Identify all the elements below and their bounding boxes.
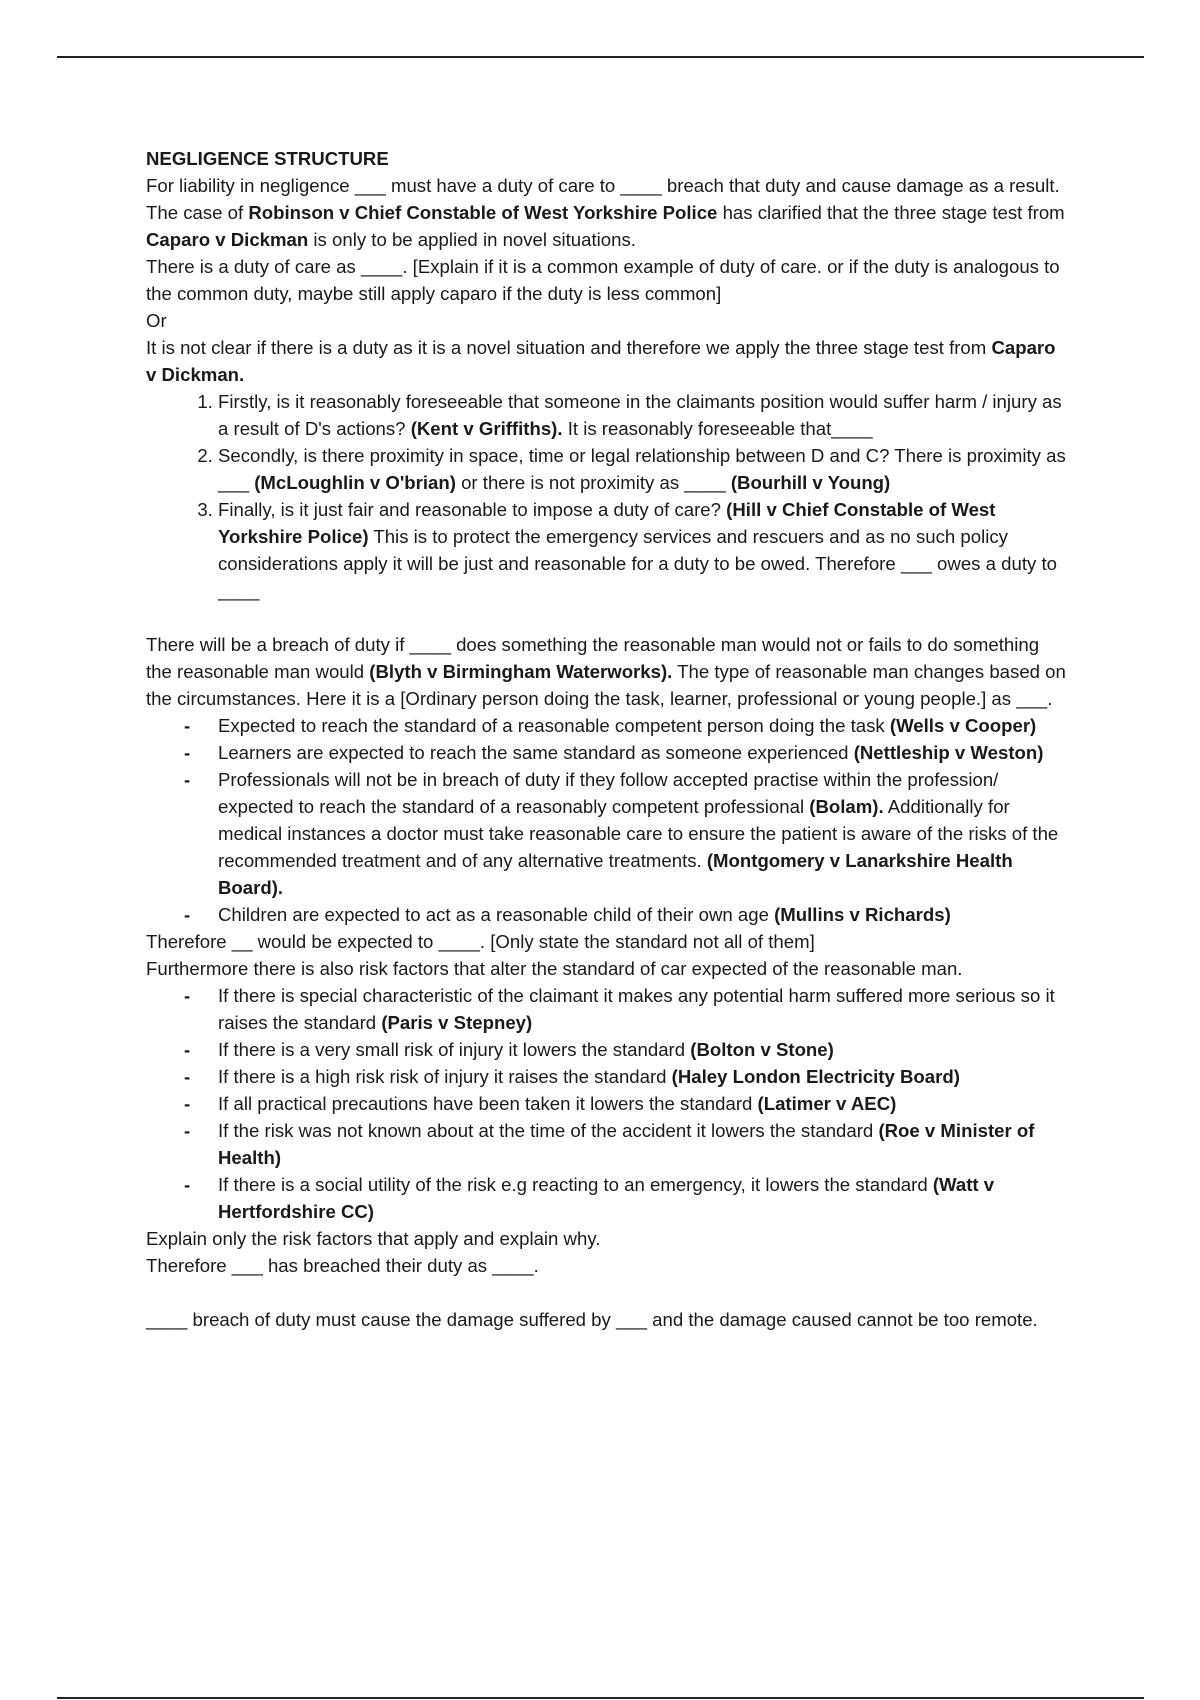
paragraph-risk-intro: Furthermore there is also risk factors that alter the standard of car expected of the reasonable man. (146, 958, 963, 979)
case-caparo: Caparo v Dickman (146, 229, 309, 250)
text: If there is a social utility of the risk e.g reacting to an emergency, it lowers the standard (218, 1174, 933, 1195)
list-item (218, 1063, 1066, 1090)
text: Children are expected to act as a reasonable child of their own age (218, 904, 775, 925)
paragraph-duty-common: There is a duty of care as ____. [Explain if it is a common example of duty of care. or if the duty is analogous to the common duty, maybe still apply caparo if the duty is less common] (146, 256, 1060, 304)
spacer (146, 604, 1066, 631)
case-citation: (Paris v Stepney) (381, 1012, 533, 1033)
text: It is not clear if there is a duty as it is a novel situation and therefore we apply the three stage test from (146, 337, 992, 358)
paragraph-liability: For liability in negligence ___ must have a duty of care to ____ breach that duty and cause damage as a result. (146, 175, 1060, 196)
list-item (218, 739, 1066, 766)
text: has clarified that the three stage test from (717, 202, 1065, 223)
paragraph-explain: Explain only the risk factors that apply and explain why. (146, 1228, 601, 1249)
text: The case of (146, 202, 249, 223)
text: Firstly, is it reasonably foreseeable that someone in the claimants position would suffer harm / injury as a result of D's actions? (218, 391, 1062, 439)
case-citation: (Bolam). (809, 796, 884, 817)
text: If there is special characteristic of the claimant it makes any potential harm suffered more serious so it raises the standard (218, 985, 1055, 1033)
list-item (218, 496, 1066, 604)
case-caparo: Caparo v Dickman. (146, 337, 1056, 385)
list-item (218, 1036, 1066, 1063)
paragraph-robinson (146, 199, 1066, 253)
footer-rule (57, 1697, 1144, 1699)
case-citation: (Mullins v Richards) (774, 904, 951, 925)
text: It is reasonably foreseeable that____ (562, 418, 873, 439)
list-item (218, 901, 1066, 928)
case-robinson: Robinson v Chief Constable of West Yorkshire Police (248, 202, 718, 223)
paragraph-breach-conclusion: Therefore ___ has breached their duty as ____. (146, 1255, 539, 1276)
list-item (218, 766, 1066, 901)
list-item (218, 982, 1066, 1036)
paragraph-novel (146, 334, 1066, 388)
case-citation: (Bolton v Stone) (690, 1039, 834, 1060)
case-citation: (Hill v Chief Constable of West Yorkshire Police) (218, 499, 996, 547)
text: Learners are expected to reach the same standard as someone experienced (218, 742, 854, 763)
list-item (218, 1090, 1066, 1117)
text: If there is a very small risk of injury it lowers the standard (218, 1039, 691, 1060)
text: The type of reasonable man changes based on the circumstances. Here it is a [Ordinary person doing the task, learner, professional or young people.] as ___. (146, 661, 1066, 709)
case-citation: (McLoughlin v O'brian) (254, 472, 456, 493)
text: Additionally for medical instances a doctor must take reasonable care to ensure the patient is aware of the risks of the recommended treatment and of any alternative treatments. (218, 796, 1059, 871)
risk-factors-list (146, 982, 1066, 1225)
case-citation: (Wells v Cooper) (889, 715, 1037, 736)
case-citation: (Kent v Griffiths). (410, 418, 563, 439)
text: If there is a high risk risk of injury it raises the standard (218, 1066, 672, 1087)
case-citation: (Latimer v AEC) (757, 1093, 897, 1114)
case-citation: (Nettleship v Weston) (853, 742, 1044, 763)
text: If all practical precautions have been taken it lowers the standard (218, 1093, 758, 1114)
caparo-steps-list (146, 388, 1066, 604)
paragraph-or: Or (146, 310, 167, 331)
case-citation: (Roe v Minister of Health) (218, 1120, 1035, 1168)
list-item (218, 1171, 1066, 1225)
list-item (218, 388, 1066, 442)
list-item (218, 712, 1066, 739)
list-item (218, 1117, 1066, 1171)
case-citation: (Watt v Hertfordshire CC) (218, 1174, 995, 1222)
list-item (218, 442, 1066, 496)
paragraph-breach (146, 631, 1066, 712)
document-body (146, 145, 1066, 1333)
text: Secondly, is there proximity in space, time or legal relationship between D and C? There is proximity as ___ (218, 445, 1066, 493)
paragraph-causation: ____ breach of duty must cause the damage suffered by ___ and the damage caused cannot be too remote. (146, 1309, 1038, 1330)
text: or there is not proximity as ____ (455, 472, 731, 493)
text: Expected to reach the standard of a reasonable competent person doing the task (218, 715, 890, 736)
header-rule (57, 56, 1144, 58)
paragraph-standard-conclusion: Therefore __ would be expected to ____. [Only state the standard not all of them] (146, 931, 815, 952)
text: This is to protect the emergency services and rescuers and as no such policy considerations apply it will be just and reasonable for a duty to be owed. Therefore ___ owes a duty to ____ (218, 526, 1057, 601)
text: There will be a breach of duty if ____ does something the reasonable man would not or fails to do something the reasonable man would (146, 634, 1040, 682)
text: Professionals will not be in breach of duty if they follow accepted practise within the profession/ expected to reach the standard of a reasonably competent professional (218, 769, 999, 817)
standards-list (146, 712, 1066, 928)
case-citation: (Haley London Electricity Board) (671, 1066, 960, 1087)
spacer (146, 1279, 1066, 1306)
text: is only to be applied in novel situations. (308, 229, 636, 250)
text: Finally, is it just fair and reasonable to impose a duty of care? (218, 499, 727, 520)
case-blyth: (Blyth v Birmingham Waterworks). (369, 661, 673, 682)
case-citation: (Bourhill v Young) (730, 472, 891, 493)
text: If the risk was not known about at the time of the accident it lowers the standard (218, 1120, 879, 1141)
document-title: NEGLIGENCE STRUCTURE (146, 148, 389, 169)
case-citation: (Montgomery v Lanarkshire Health Board). (218, 850, 1013, 898)
